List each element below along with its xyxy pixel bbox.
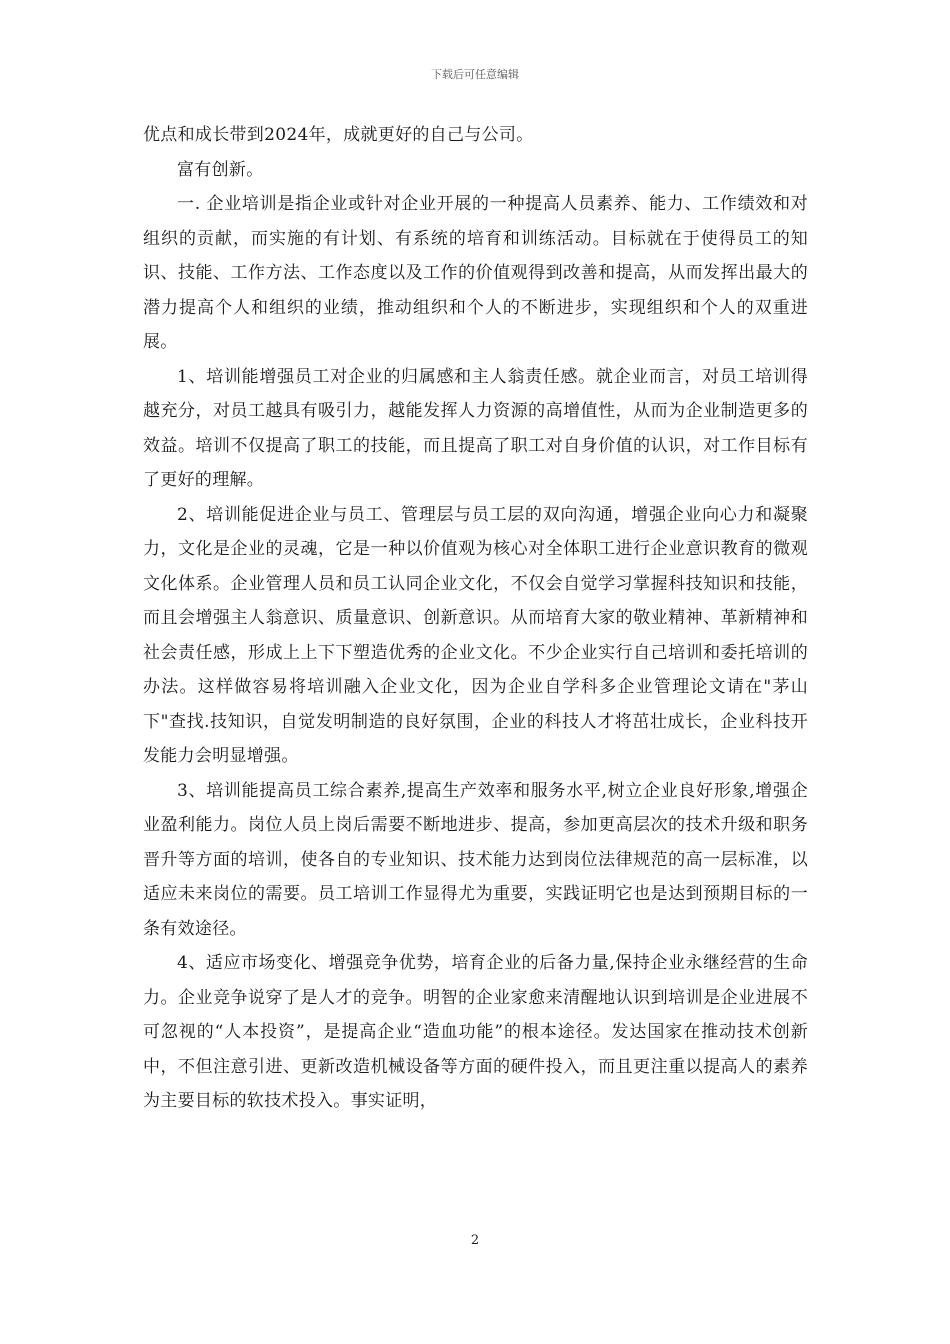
paragraph-innovation: 富有创新。 bbox=[177, 159, 264, 180]
paragraph-section-one: 一. 企业培训是指企业或针对企业开展的一种提高人员素养、能力、工作绩效和对组织的贡献，而实施的有计划、有系统的培育和训练活动。目标就在于使得员工的知识、技能、工作方法、工作态度以及工作的价值观得到改善和提高，从而发挥出最大的潜力提高个人和组织的业绩，推动组织和个人的不断进步，实现组织和个人的双重进展。 bbox=[143, 194, 808, 352]
paragraph-point-4: 4、适应市场变化、增强竞争优势，培育企业的后备力量,保持企业永继经营的生命力。企业竞争说穿了是人才的竞争。明智的企业家愈来清醒地认识到培训是企业进展不可忽视的“人本投资”，是提高企业“造血功能”的根本途径。发达国家在推动技术创新中，不但注意引进、更新改造机械设备等方面的硬件投入，而且更注重以提高人的素养为主要目标的软技术投入。事实证明， bbox=[143, 953, 808, 1111]
paragraph-point-3: 3、培训能提高员工综合素养,提高生产效率和服务水平,树立企业良好形象,增强企业盈利能力。岗位人员上岗后需要不断地进步、提高，参加更高层次的技术升级和职务晋升等方面的培训，使各自的专业知识、技术能力达到岗位法律规范的高一层标准，以适应未来岗位的需要。员工培训工作显得尤为重要，实践证明它也是达到预期目标的一条有效途径。 bbox=[143, 780, 808, 939]
paragraph-continuation: 优点和成长带到2024年，成就更好的自己与公司。 bbox=[143, 125, 534, 145]
document-body bbox=[143, 118, 808, 1119]
paragraph-point-1: 1、培训能增强员工对企业的归属感和主人翁责任感。就企业而言，对员工培训得越充分，对员工越具有吸引力，越能发挥人力资源的高增值性，从而为企业制造更多的效益。培训不仅提高了职工的技能，而且提高了职工对自身价值的认识，对工作目标有了更好的理解。 bbox=[143, 366, 808, 490]
paragraph-point-2: 2、培训能促进企业与员工、管理层与员工层的双向沟通，增强企业向心力和凝聚力，文化是企业的灵魂，它是一种以价值观为核心对全体职工进行企业意识教育的微观文化体系。企业管理人员和员工认同企业文化，不仅会自觉学习掌握科技知识和技能，而且会增强主人翁意识、质量意识、创新意识。从而培育大家的敬业精神、革新精神和社会责任感，形成上上下下塑造优秀的企业文化。不少企业实行自己培训和委托培训的办法。这样做容易将培训融入企业文化，因为企业自学科多企业管理论文请在"茅山下"查找.技知识，自觉发明制造的良好氛围，企业的科技人才将茁壮成长，企业科技开发能力会明显增强。 bbox=[143, 504, 808, 766]
page-header: 下载后可任意编辑 bbox=[431, 68, 519, 81]
page-number: 2 bbox=[470, 1233, 480, 1248]
